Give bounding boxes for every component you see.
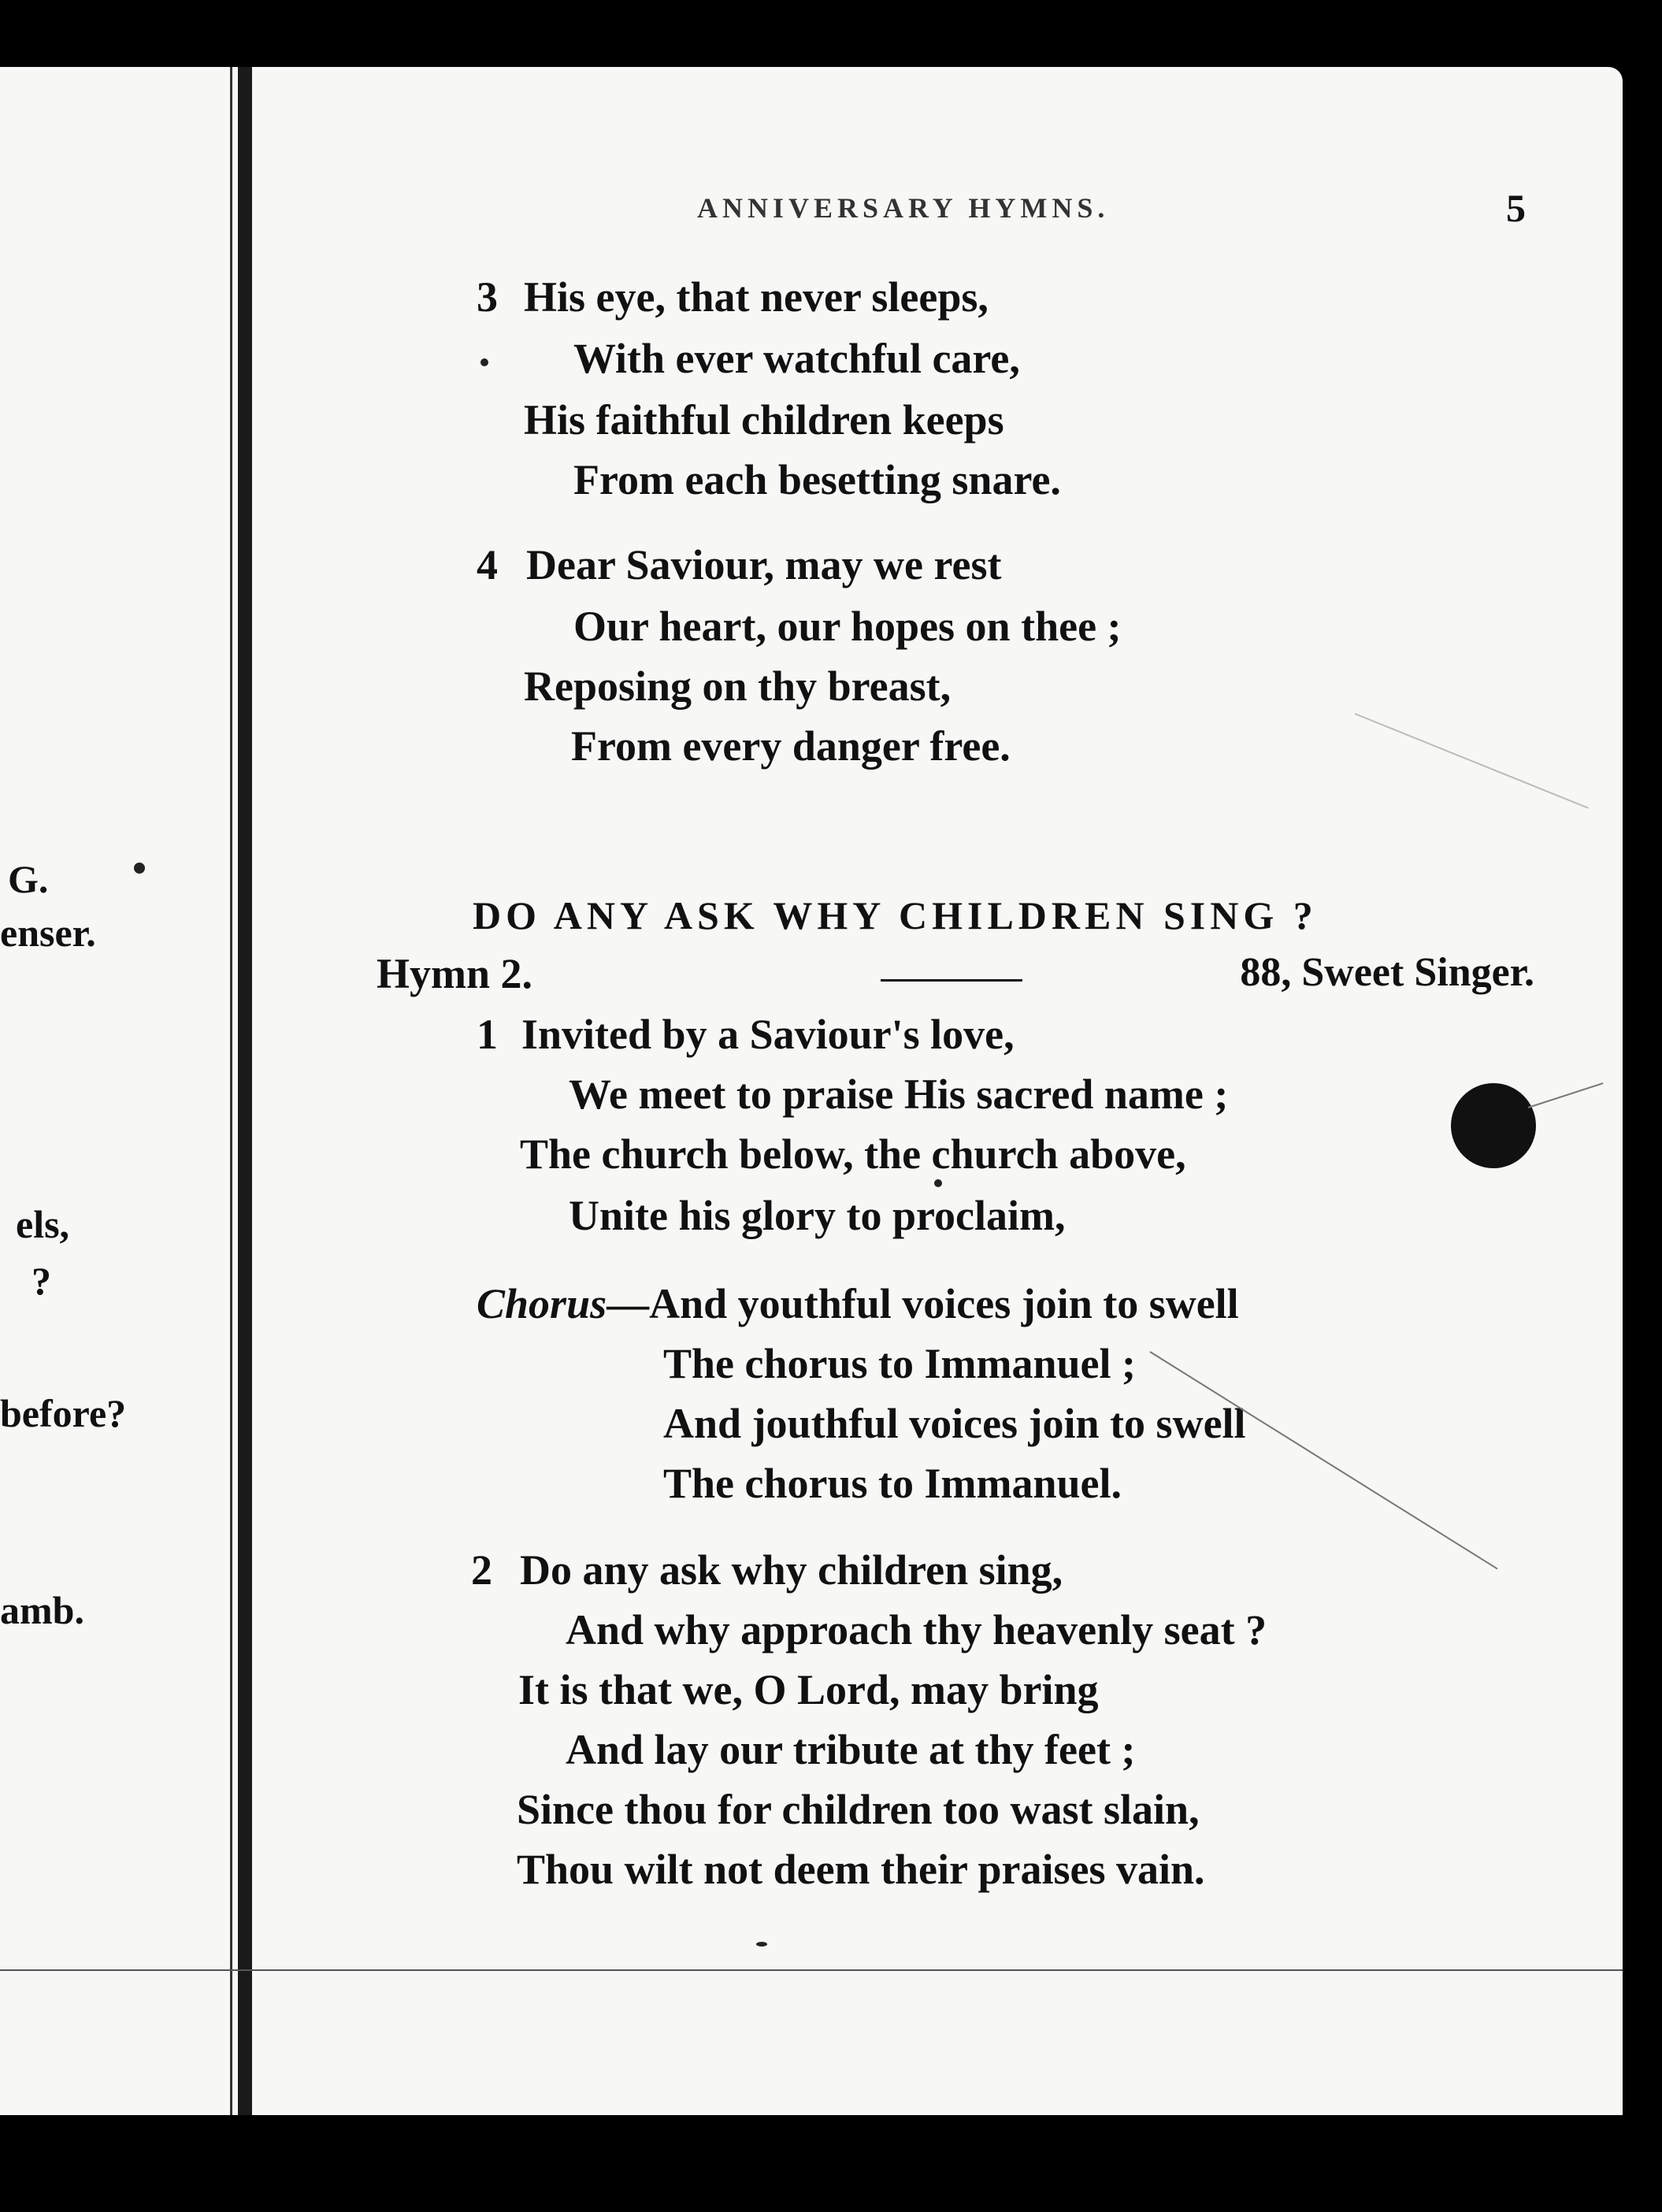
- ink-blot: [1451, 1083, 1536, 1168]
- hymn-tune: 88, Sweet Singer.: [1240, 950, 1534, 995]
- verse-line: We meet to praise His sacred name ;: [569, 1071, 1229, 1118]
- verse-line: And why approach thy heavenly seat ?: [566, 1606, 1267, 1653]
- left-fragment-6: amb.: [0, 1588, 84, 1632]
- stanza-number: 2: [471, 1546, 492, 1594]
- page-gutter-line: [230, 67, 232, 2115]
- verse-line: Our heart, our hopes on thee ;: [573, 603, 1122, 650]
- chorus-first-line: [477, 1280, 1239, 1327]
- scratch-mark: [1355, 713, 1589, 809]
- verse-line: From each besetting snare.: [573, 456, 1061, 503]
- page-number: 5: [1506, 186, 1526, 230]
- verse-line: Thou wilt not deem their praises vain.: [517, 1846, 1205, 1893]
- left-fragment-1: G.: [8, 857, 49, 901]
- scratch-mark: [1528, 1082, 1604, 1108]
- left-fragment-3: els,: [16, 1202, 70, 1246]
- hymn-label: Hymn 2.: [377, 950, 533, 997]
- verse-line: Do any ask why children sing,: [520, 1546, 1063, 1594]
- verse-line: The church below, the church above,: [520, 1130, 1186, 1178]
- verse-line: Since thou for children too wast slain,: [517, 1786, 1200, 1833]
- speck: [934, 1179, 942, 1187]
- chorus-line: The chorus to Immanuel.: [663, 1460, 1122, 1507]
- verse-line: And lay our tribute at thy feet ;: [566, 1726, 1136, 1773]
- chorus-line: And jouthful voices join to swell: [663, 1400, 1246, 1447]
- hymn-heading-row: [377, 949, 1534, 1004]
- running-head: ANNIVERSARY HYMNS.: [697, 192, 1110, 224]
- verse-line: It is that we, O Lord, may bring: [518, 1666, 1099, 1713]
- stanza-number: 4: [477, 541, 498, 588]
- left-fragment-4: ?: [32, 1259, 51, 1303]
- verse-line: Reposing on thy breast,: [524, 662, 952, 710]
- verse-line: From every danger free.: [571, 722, 1011, 770]
- scratch-mark: [1149, 1351, 1497, 1569]
- verse-line: Invited by a Saviour's love,: [521, 1011, 1015, 1058]
- speck: [756, 1942, 767, 1947]
- speck: [480, 358, 488, 366]
- left-fragment-5: before?: [0, 1391, 127, 1435]
- page-gutter: [238, 67, 252, 2115]
- scanned-page: [0, 67, 1623, 2115]
- bottom-rule: [0, 1969, 1623, 1971]
- stanza-number: 3: [477, 273, 498, 321]
- chorus-label: Chorus: [477, 1280, 607, 1327]
- chorus-line: —And youthful voices join to swell: [607, 1280, 1239, 1327]
- chorus-line: The chorus to Immanuel ;: [663, 1340, 1137, 1387]
- verse-line: His faithful children keeps: [524, 396, 1004, 444]
- stanza-number: 1: [477, 1011, 498, 1058]
- verse-line: Dear Saviour, may we rest: [526, 541, 1002, 588]
- left-fragment-2: enser.: [0, 911, 96, 955]
- verse-line: Unite his glory to proclaim,: [569, 1192, 1066, 1239]
- verse-line: With ever watchful care,: [573, 335, 1020, 382]
- speck: [134, 863, 145, 874]
- verse-line: His eye, that never sleeps,: [524, 273, 989, 321]
- hymn-dash: [881, 979, 1022, 982]
- hymn-title: DO ANY ASK WHY CHILDREN SING ?: [473, 893, 1318, 937]
